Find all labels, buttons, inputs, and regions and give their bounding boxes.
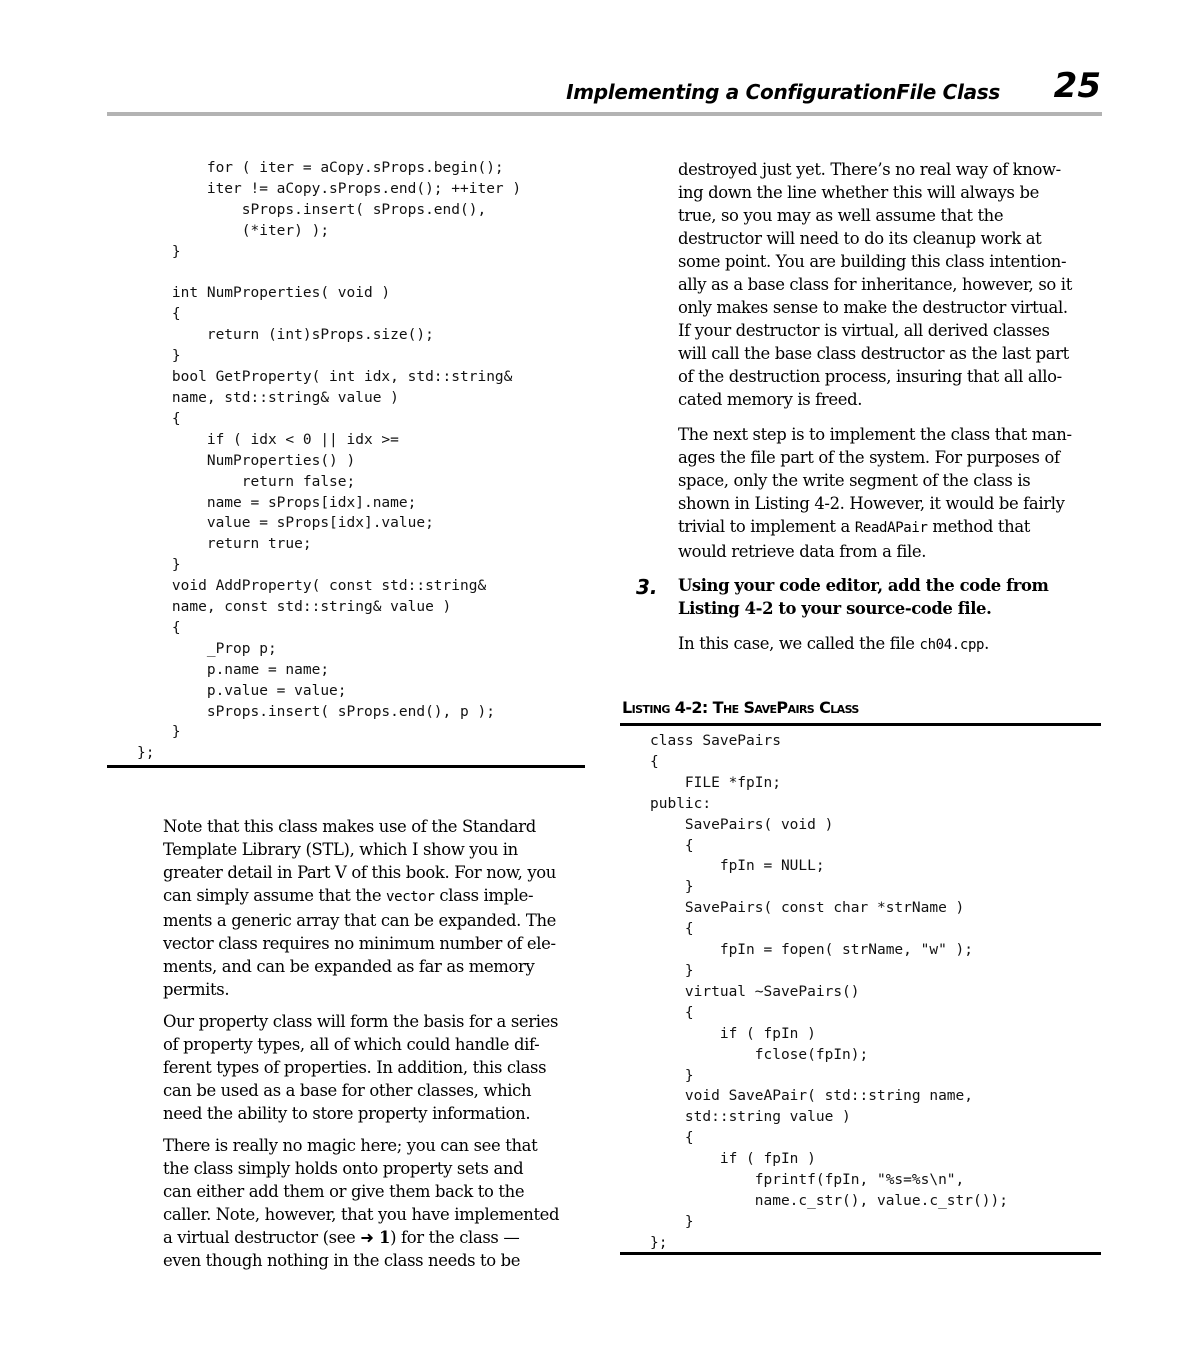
code-line: class SavePairs <box>650 733 781 749</box>
page-number: 25 <box>1053 66 1101 106</box>
inline-code-filename: ch04.cpp <box>919 637 985 653</box>
step-number: 3. <box>636 575 658 599</box>
text-line: Template Library (STL), which I show you in <box>163 840 518 859</box>
text-line: ments, and can be expanded as far as memory <box>163 957 535 976</box>
code-line: } <box>650 1213 694 1230</box>
text-line: can either add them or give them back to the <box>163 1182 525 1201</box>
text-run: ) for the class — <box>390 1228 520 1247</box>
marker-number: 1 <box>373 1228 391 1247</box>
code-line: if ( fpIn ) <box>650 1151 816 1168</box>
text-line: ally as a base class for inheritance, however, so it <box>678 275 1072 294</box>
code-line: if ( fpIn ) <box>650 1025 816 1042</box>
text-run: trivial to implement a <box>678 517 855 536</box>
code-line: NumProperties() ) <box>137 452 356 469</box>
text-line: would retrieve data from a file. <box>678 542 927 561</box>
listing-heading: Listing 4-2: The SavePairs Class <box>622 698 859 717</box>
code-line: }; <box>650 1234 668 1251</box>
text-line: ferent types of properties. In addition, this class <box>163 1058 547 1077</box>
text-line: destroyed just yet. There’s no real way of know- <box>678 160 1061 179</box>
code-line: p.name = name; <box>137 661 330 678</box>
text-line: some point. You are building this class intention- <box>678 252 1067 271</box>
text-line: ments a generic array that can be expanded. The <box>163 911 557 930</box>
code-line: fprintf(fpIn, "%s=%s\n", <box>650 1172 965 1189</box>
text-line: can be used as a base for other classes, which <box>163 1081 532 1100</box>
paragraph-destructor <box>678 158 1108 411</box>
inline-code-readapair: ReadAPair <box>854 520 928 536</box>
code-line: value = sProps[idx].value; <box>137 515 434 532</box>
code-line: name, std::string& value ) <box>137 389 399 406</box>
code-line: SavePairs( const char *strName ) <box>650 900 965 917</box>
inline-code-vector: vector <box>386 889 435 905</box>
text-line: Note that this class makes use of the Standard <box>163 817 536 836</box>
text-line: Listing 4-2 to your source-code file. <box>678 599 992 618</box>
text-line: There is really no magic here; you can see that <box>163 1136 538 1155</box>
text-line: cated memory is freed. <box>678 390 863 409</box>
text-run: . <box>984 634 989 653</box>
code-line: name = sProps[idx].name; <box>137 494 417 511</box>
code-line: } <box>137 348 181 365</box>
code-line: iter != aCopy.sProps.end(); ++iter ) <box>137 180 522 197</box>
text-line: ing down the line whether this will always be <box>678 183 1039 202</box>
code-line: FILE *fpIn; <box>650 774 781 791</box>
text-line: permits. <box>163 980 230 999</box>
text-line: shown in Listing 4-2. However, it would be fairly <box>678 494 1065 513</box>
text-line: only makes sense to make the destructor virtual. <box>678 298 1068 317</box>
code-line: sProps.insert( sProps.end(), <box>137 201 487 218</box>
text-run: class imple- <box>434 886 534 905</box>
text-line: need the ability to store property information. <box>163 1104 531 1123</box>
text-line: Our property class will form the basis for a series <box>163 1012 559 1031</box>
text-line: of property types, all of which could handle dif- <box>163 1035 540 1054</box>
text-line: ages the file part of the system. For purposes of <box>678 448 1060 467</box>
code-line: int NumProperties( void ) <box>137 285 391 302</box>
code-line: p.value = value; <box>137 682 347 699</box>
code-line: } <box>137 243 181 260</box>
text-line: greater detail in Part V of this book. For now, you <box>163 863 557 882</box>
code-line: } <box>650 1067 694 1084</box>
code-line: void AddProperty( const std::string& <box>137 578 487 595</box>
header-rule <box>107 112 1102 116</box>
text-line: caller. Note, however, that you have implemented <box>163 1205 560 1224</box>
text-line: destructor will need to do its cleanup work at <box>678 229 1042 248</box>
code-line: fpIn = fopen( strName, "w" ); <box>650 942 974 959</box>
code-line: std::string value ) <box>650 1109 851 1126</box>
listing-top-rule <box>620 723 1101 726</box>
code-line: bool GetProperty( int idx, std::string& <box>137 369 513 386</box>
code-end-rule <box>107 765 585 768</box>
code-line: { <box>650 837 694 854</box>
code-listing-savepairs <box>650 731 1008 1254</box>
code-line: virtual ~SavePairs() <box>650 983 860 1000</box>
code-line: return false; <box>137 473 356 490</box>
code-line: { <box>137 306 181 323</box>
code-line: fpIn = NULL; <box>650 858 825 875</box>
file-name-note <box>678 632 1108 657</box>
code-line: void SaveAPair( std::string name, <box>650 1088 974 1105</box>
code-line: fclose(fpIn); <box>650 1046 869 1063</box>
code-line: return true; <box>137 536 312 553</box>
code-line: return (int)sProps.size(); <box>137 327 434 344</box>
code-line: { <box>650 753 659 770</box>
running-header-title: Implementing a ConfigurationFile Class <box>566 80 1000 104</box>
text-run: In this case, we called the file <box>678 634 920 653</box>
text-line <box>678 515 1108 540</box>
text-line: will call the base class destructor as the last part <box>678 344 1069 363</box>
code-line: } <box>137 724 181 741</box>
text-line: even though nothing in the class needs to be <box>163 1251 521 1270</box>
code-listing-continued <box>137 158 521 764</box>
paragraph-property-class <box>163 1010 593 1125</box>
text-run: a virtual destructor (see <box>163 1228 361 1247</box>
code-line: name.c_str(), value.c_str()); <box>650 1192 1008 1209</box>
code-line: (*iter) ); <box>137 222 330 239</box>
code-line: }; <box>137 745 155 762</box>
code-line: if ( idx < 0 || idx >= <box>137 431 399 448</box>
code-line: { <box>650 1130 694 1147</box>
step-instruction <box>678 574 1048 620</box>
code-line: { <box>137 619 181 636</box>
text-line: Using your code editor, add the code from <box>678 576 1049 595</box>
code-line: name, const std::string& value ) <box>137 599 452 616</box>
text-line <box>163 1226 593 1249</box>
text-line: space, only the write segment of the class is <box>678 471 1031 490</box>
code-line: for ( iter = aCopy.sProps.begin(); <box>137 160 504 176</box>
text-line: The next step is to implement the class that man- <box>678 425 1072 444</box>
code-line: } <box>650 879 694 896</box>
text-run: can simply assume that the <box>163 886 387 905</box>
text-line: If your destructor is virtual, all derived classes <box>678 321 1050 340</box>
paragraph-next-step <box>678 423 1108 563</box>
code-line: sProps.insert( sProps.end(), p ); <box>137 703 495 720</box>
text-line: the class simply holds onto property sets and <box>163 1159 524 1178</box>
code-line: } <box>650 962 694 979</box>
listing-bottom-rule <box>620 1252 1101 1255</box>
text-line: of the destruction process, insuring that all allo- <box>678 367 1062 386</box>
code-line: { <box>137 410 181 427</box>
paragraph-stl <box>163 815 593 1001</box>
text-line <box>163 884 593 909</box>
code-line: } <box>137 557 181 574</box>
left-prose <box>163 815 593 1281</box>
paragraph-no-magic <box>163 1134 593 1272</box>
right-prose <box>678 158 1108 572</box>
code-line: { <box>650 1004 694 1021</box>
code-line: { <box>650 921 694 938</box>
code-line: public: <box>650 795 712 812</box>
code-line: SavePairs( void ) <box>650 816 834 833</box>
text-line: true, so you may as well assume that the <box>678 206 1004 225</box>
text-run: method that <box>927 517 1030 536</box>
arrow-icon: ➜ <box>360 1228 374 1247</box>
code-line: _Prop p; <box>137 640 277 657</box>
text-line: vector class requires no minimum number of ele- <box>163 934 556 953</box>
